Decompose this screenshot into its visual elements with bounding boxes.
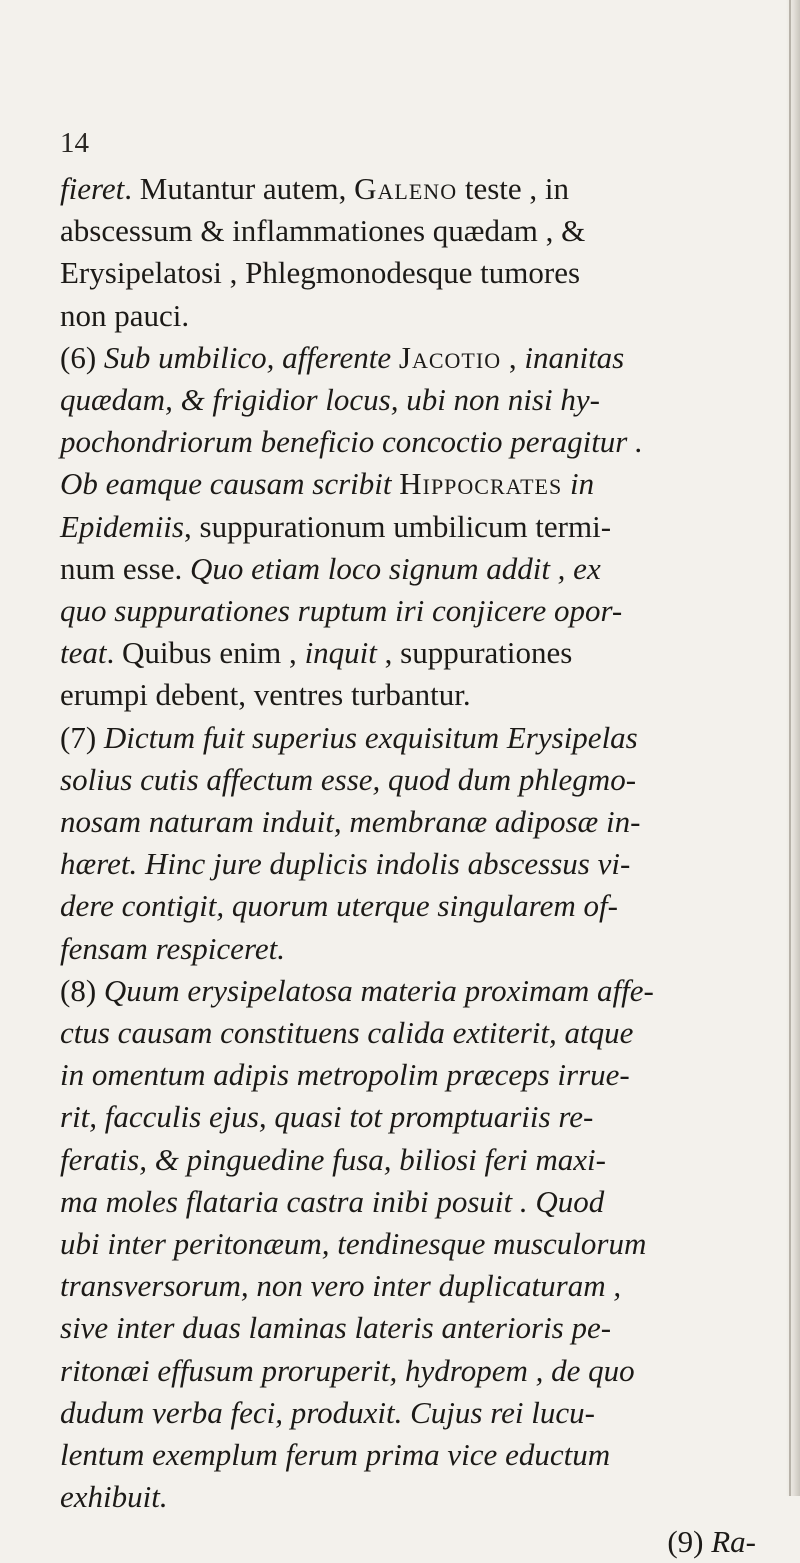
text-run: ma moles flataria castra inibi posuit . Quod bbox=[60, 1183, 605, 1219]
text-run: dere contigit, quorum uterque singularem of- bbox=[60, 888, 618, 924]
text-run: nosam naturam induit, membranæ adiposæ in- bbox=[60, 804, 641, 840]
paragraph bbox=[60, 337, 776, 717]
text-line bbox=[60, 1096, 776, 1138]
text-line bbox=[60, 295, 776, 337]
text-run: erumpi debent, ventres turbantur. bbox=[60, 677, 471, 713]
text-line bbox=[60, 1181, 776, 1223]
text-line bbox=[60, 928, 776, 970]
text-run: quo suppurationes ruptum iri conjicere opor- bbox=[60, 593, 623, 629]
text-run: solius cutis affectum esse, quod dum phlegmo- bbox=[60, 761, 637, 797]
text-line bbox=[60, 1392, 776, 1434]
text-line bbox=[60, 1139, 776, 1181]
text-run: in bbox=[562, 466, 595, 502]
text-run: in omentum adipis metropolim præceps irrue- bbox=[60, 1057, 630, 1093]
text-line bbox=[60, 548, 776, 590]
text-line bbox=[60, 717, 776, 759]
text-line bbox=[60, 801, 776, 843]
paragraph bbox=[60, 970, 776, 1519]
text-run: . Mutantur autem, bbox=[124, 171, 355, 206]
text-run: Quo etiam loco signum addit , ex bbox=[190, 550, 601, 586]
text-line bbox=[60, 421, 776, 463]
text-run: hæret. Hinc jure duplicis indolis abscessus vi- bbox=[60, 846, 631, 882]
text-line bbox=[60, 885, 776, 927]
text-run: teste , in bbox=[457, 171, 570, 206]
text-line bbox=[60, 1265, 776, 1307]
text-run: Jacotio bbox=[398, 339, 502, 375]
text-run: rit, facculis ejus, quasi tot promptuariis re- bbox=[60, 1099, 594, 1135]
text-run: Sub umbilico, afferente bbox=[103, 339, 399, 375]
text-run: transversorum, non vero inter duplicaturam , bbox=[60, 1268, 622, 1304]
text-line bbox=[60, 1223, 776, 1265]
text-line bbox=[60, 970, 776, 1012]
text-run: fieret bbox=[60, 171, 125, 206]
text-line bbox=[60, 463, 776, 505]
text-line bbox=[60, 168, 776, 210]
text-run: Quum erysipelatosa materia proximam affe- bbox=[103, 972, 654, 1008]
text-run: sive inter duas laminas lateris anterioris pe- bbox=[60, 1310, 612, 1346]
text-run: (8) bbox=[60, 972, 104, 1008]
text-line bbox=[60, 1054, 776, 1096]
text-run: inanitas bbox=[524, 339, 625, 375]
text-run: . Quibus enim , bbox=[106, 635, 305, 671]
text-run: fensam respiceret. bbox=[60, 930, 285, 966]
text-line bbox=[60, 252, 776, 294]
text-run: , suppurationum umbilicum termi- bbox=[184, 508, 612, 544]
text-block bbox=[60, 127, 776, 1563]
text-run: , suppurationes bbox=[376, 635, 573, 671]
text-line bbox=[60, 337, 776, 379]
text-run: quædam, & frigidior locus, ubi non nisi hy- bbox=[60, 382, 600, 418]
text-run: (6) bbox=[60, 339, 104, 375]
text-run: Epidemiis bbox=[60, 508, 184, 544]
text-line bbox=[60, 1012, 776, 1054]
page-edge-line bbox=[789, 0, 791, 1496]
text-line bbox=[60, 1307, 776, 1349]
text-line bbox=[60, 632, 776, 674]
catchword bbox=[60, 1521, 776, 1563]
text-run: Hippocrates bbox=[399, 466, 563, 502]
text-line bbox=[60, 1434, 776, 1476]
folio-spacer bbox=[60, 127, 776, 168]
paragraph bbox=[60, 717, 776, 970]
text-run: lentum exemplum ferum prima vice eductum bbox=[60, 1437, 611, 1473]
text-line bbox=[60, 210, 776, 252]
text-run: (7) bbox=[60, 719, 104, 755]
text-run: non pauci. bbox=[60, 297, 190, 333]
text-run: num esse. bbox=[60, 550, 191, 586]
text-run: feratis, & pinguedine fusa, biliosi feri maxi- bbox=[60, 1141, 606, 1177]
text-line bbox=[60, 674, 776, 716]
text-run: ctus causam constituens calida extiterit, atque bbox=[60, 1015, 634, 1051]
text-line bbox=[60, 843, 776, 885]
text-run: abscessum & inflammationes quædam , & bbox=[60, 213, 586, 249]
text-line bbox=[60, 590, 776, 632]
text-run: Erysipelatosi , Phlegmonodesque tumores bbox=[60, 255, 581, 291]
text-line bbox=[60, 1476, 776, 1518]
text-line bbox=[60, 759, 776, 801]
text-run: dudum verba feci, produxit. Cujus rei lucu- bbox=[60, 1394, 595, 1430]
text-run: Ob eamque causam scribit bbox=[60, 466, 400, 502]
text-run: pochondriorum beneficio concoctio peragitur . bbox=[60, 424, 643, 460]
page-number: 14 bbox=[60, 127, 89, 159]
text-run: ubi inter peritonæum, tendinesque musculorum bbox=[60, 1226, 647, 1262]
text-line bbox=[60, 379, 776, 421]
text-run: teat bbox=[60, 635, 107, 671]
text-line bbox=[60, 1350, 776, 1392]
text-run: Galeno bbox=[354, 171, 458, 206]
text-run: ritonæi effusum proruperit, hydropem , de quo bbox=[60, 1352, 635, 1388]
catchword-run: Ra- bbox=[711, 1523, 756, 1559]
text-line bbox=[60, 506, 776, 548]
paragraph bbox=[60, 168, 776, 337]
catchword-run: (9) bbox=[667, 1523, 712, 1559]
text-run: exhibuit. bbox=[60, 1479, 168, 1515]
text-run: inquit bbox=[304, 635, 377, 671]
text-run: , bbox=[501, 339, 525, 375]
text-run: Dictum fuit superius exquisitum Erysipelas bbox=[103, 719, 638, 755]
